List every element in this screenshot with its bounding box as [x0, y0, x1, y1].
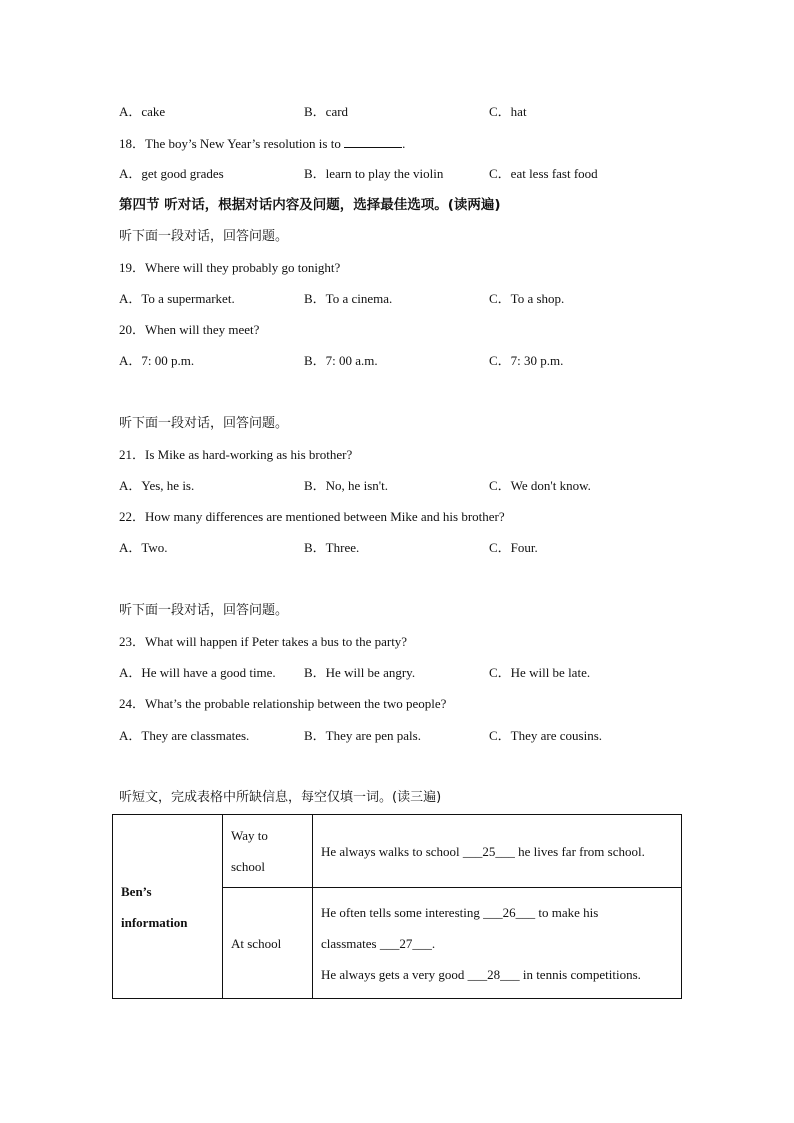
q20-option-b: B．7: 00 a.m. — [304, 353, 378, 368]
q22-question: 22．How many differences are mentioned between Mike and his brother? — [119, 509, 505, 524]
q24-question: 24．What’s the probable relationship between the two people? — [119, 696, 447, 711]
q24-option-c: C．They are cousins. — [489, 728, 603, 743]
header-line-1: Ben’s — [121, 883, 152, 899]
row2-l3-pre: He always gets a very good — [321, 966, 468, 982]
q23-option-a: A．He will have a good time. — [119, 665, 276, 680]
row1-label-line-2: school — [231, 859, 265, 874]
row2-sentence-1 — [321, 897, 673, 928]
q18-question-text: 18．The boy’s New Year’s resolution is to — [119, 136, 345, 151]
q22-option-a: A．Two. — [119, 540, 168, 555]
blank-27: ___27___ — [379, 935, 432, 951]
table-header-cell — [113, 815, 223, 999]
q23-question: 23．What will happen if Peter takes a bus to the party? — [119, 634, 408, 649]
q19-option-c: C．To a shop. — [489, 291, 565, 306]
q24-option-a: A．They are classmates. — [119, 728, 250, 743]
q21-option-c: C．We don't know. — [489, 478, 591, 493]
q23-option-c: C．He will be late. — [489, 665, 591, 680]
q20-question: 20．When will they meet? — [119, 322, 260, 337]
q20-option-c: C．7: 30 p.m. — [489, 353, 564, 368]
row2-l3-post: in tennis competitions. — [519, 966, 641, 982]
q18-option-a: A．get good grades — [119, 166, 224, 181]
header-line-2: information — [121, 914, 188, 930]
row2-content-cell — [313, 888, 682, 999]
q18-question-end: . — [402, 136, 406, 151]
blank-25: ___25___ — [462, 843, 515, 859]
row1-content-cell — [313, 815, 682, 888]
q17-option-c: C．hat — [489, 104, 527, 119]
row2-l1-post: to make his — [535, 904, 599, 920]
row2-label-cell: At school — [223, 888, 313, 999]
row1-text-post: he lives far from school. — [514, 843, 645, 859]
row2-l2-post: . — [431, 935, 436, 951]
row1-label-line-1: Way to — [231, 828, 268, 843]
q18-question — [119, 135, 405, 152]
dialog-intro-2: 听下面一段对话，回答问题。 — [119, 416, 289, 431]
table-intro: 听短文，完成表格中所缺信息，每空仅填一词。(读三遍) — [119, 790, 442, 805]
row2-l2-pre: classmates — [321, 935, 380, 951]
q21-option-b: B．No, he isn't. — [304, 478, 388, 493]
row1-text-pre: He always walks to school — [321, 843, 463, 859]
row2-sentence-1-cont — [321, 928, 673, 959]
row2-l1-pre: He often tells some interesting — [321, 904, 484, 920]
blank-28: ___28___ — [467, 966, 520, 982]
q21-option-a: A．Yes, he is. — [119, 478, 195, 493]
dialog-intro-3: 听下面一段对话，回答问题。 — [119, 603, 289, 618]
row1-label-cell — [223, 815, 313, 888]
ben-info-table — [112, 814, 682, 999]
q19-option-b: B．To a cinema. — [304, 291, 393, 306]
q20-option-a: A．7: 00 p.m. — [119, 353, 195, 368]
q24-option-b: B．They are pen pals. — [304, 728, 421, 743]
q22-option-c: C．Four. — [489, 540, 538, 555]
q19-question: 19．Where will they probably go tonight? — [119, 260, 341, 275]
q17-option-a: A．cake — [119, 104, 166, 119]
q21-question: 21．Is Mike as hard-working as his brother? — [119, 447, 353, 462]
row2-sentence-2 — [321, 959, 673, 990]
q19-option-a: A．To a supermarket. — [119, 291, 235, 306]
q18-option-c: C．eat less fast food — [489, 166, 598, 181]
blank-26: ___26___ — [483, 904, 536, 920]
q18-option-b: B．learn to play the violin — [304, 166, 444, 181]
q22-option-b: B．Three. — [304, 540, 360, 555]
dialog-intro-1: 听下面一段对话，回答问题。 — [119, 229, 289, 244]
q23-option-b: B．He will be angry. — [304, 665, 416, 680]
q18-blank — [344, 135, 402, 148]
q17-option-b: B．card — [304, 104, 349, 119]
table-row-way-to-school — [113, 815, 682, 888]
section-4-title: 第四节 听对话，根据对话内容及问题，选择最佳选项。(读两遍) — [119, 197, 501, 213]
row1-sentence — [321, 836, 673, 867]
